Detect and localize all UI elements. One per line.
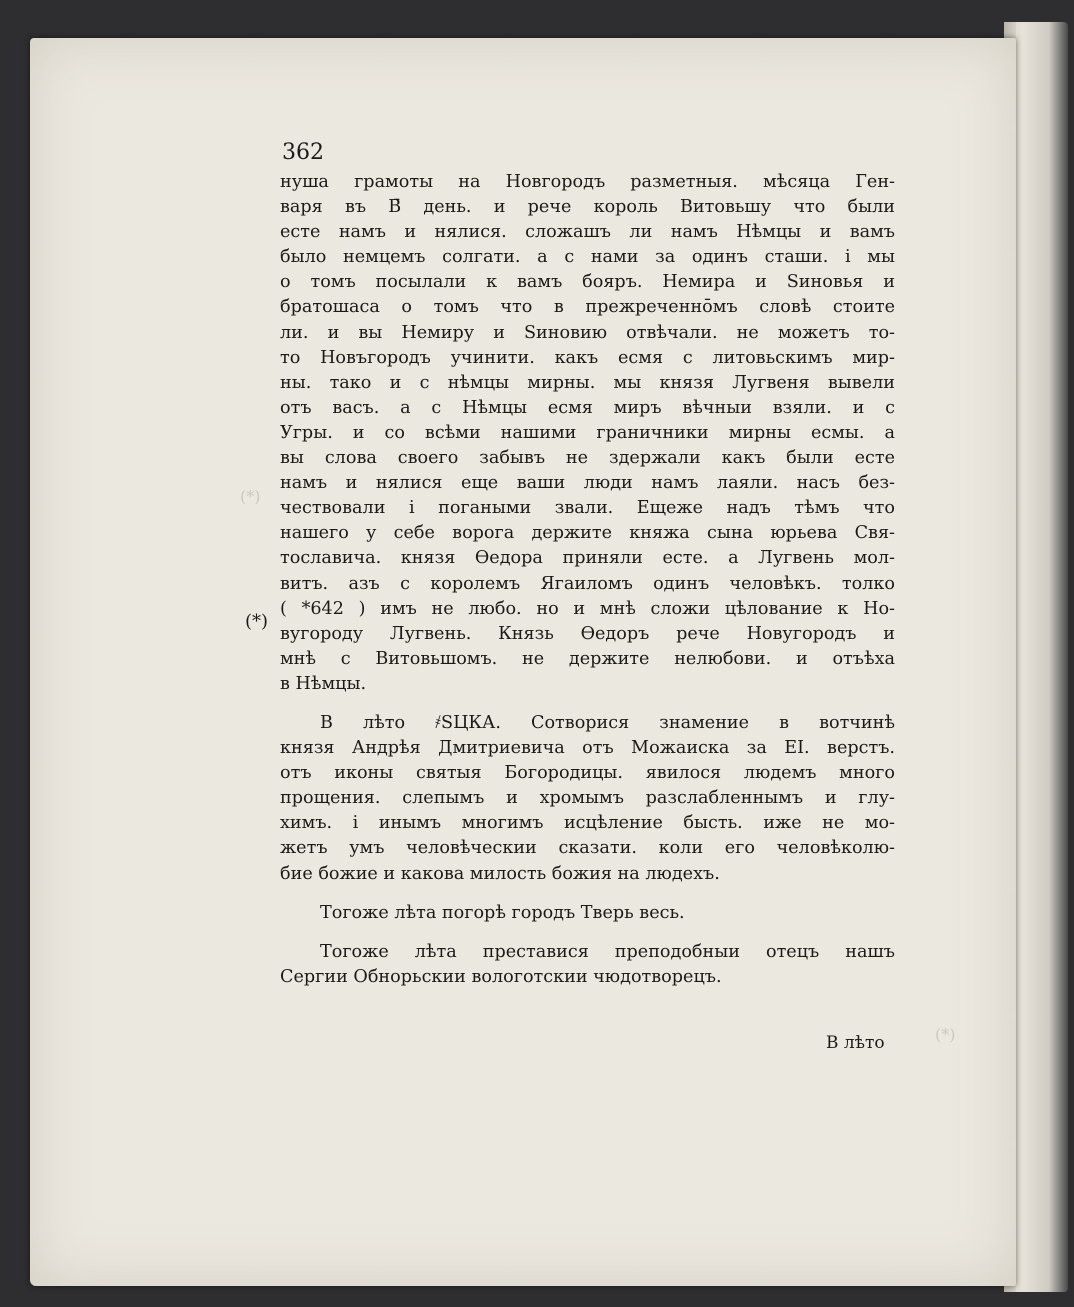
text-line: вугороду Лугвень. Князь Ѳедоръ рече Новугородъ и	[280, 623, 895, 644]
text-line: о томъ посылали к вамъ бояръ. Немира и Ѕиновья и	[280, 272, 895, 293]
text-line: князя Андрѣя Дмитриевича отъ Можаиска за ЕI. верстъ.	[280, 738, 895, 759]
text-line: мнѣ с Витовьшомъ. не держите нелюбови. и отъѣха	[280, 648, 895, 669]
page-body-text	[280, 170, 895, 990]
text-line: то Новъгородъ учинити. какъ есмя с литовьскимъ мир-	[280, 347, 895, 368]
text-line: жетъ умъ человѣческии сказати. коли его человѣколю-	[280, 838, 895, 859]
text-line: Угры. и со всѣми нашими граничники мирны есмы. а	[280, 422, 895, 443]
text-line: варя въ В̄ день. и рече король Витовьшу что были	[280, 197, 895, 218]
text-line: Тогоже лѣта преставися преподобныи отецъ нашъ	[320, 941, 895, 962]
text-line: ли. и вы Немиру и Ѕиновию отвѣчали. не можетъ то-	[280, 322, 895, 343]
catchword: В лѣто	[826, 1033, 885, 1053]
text-line: в Нѣмцы.	[280, 673, 367, 694]
text-line: Тогоже лѣта погорѣ городъ Тверь весь.	[320, 902, 685, 923]
text-line: отъ иконы святыя Богородицы. явилося людемъ много	[280, 763, 895, 784]
text-line: нашего у себе ворога держите княжа сына юрьева Свя-	[280, 523, 895, 544]
page-number: 362	[282, 140, 324, 165]
text-line: было немцемъ солгати. а с нами за одинъ сташи. і мы	[280, 247, 895, 268]
text-line: тославича. князя Ѳедора приняли есте. а Лугвень мол-	[280, 548, 895, 569]
bleed-through-margin-note: (*)	[935, 1025, 956, 1044]
paragraph-4	[280, 940, 895, 990]
footnote-marker: (*)	[245, 611, 269, 632]
text-line: есте намъ и нялися. сложашъ ли намъ Нѣмцы и вамъ	[280, 222, 895, 243]
text-line: Сергии Обнорьскии вологотскии чюдотворецъ.	[280, 966, 722, 987]
paragraph-1	[280, 170, 895, 697]
text-line: бие божие и какова милость божия на людехъ.	[280, 863, 720, 884]
bleed-through-margin-note: (*)	[240, 487, 261, 506]
text-line: химъ. і инымъ многимъ исцѣление бысть. иже не мо-	[280, 813, 895, 834]
text-line: отъ васъ. а с Нѣмцы есмя миръ вѣчныи взяли. и с	[280, 397, 895, 418]
text-line: чествовали і погаными звали. Ещеже надъ тѣмъ что	[280, 498, 895, 519]
text-line: витъ. азъ с королемъ Ягаиломъ одинъ человѣкъ. толко	[280, 573, 895, 594]
text-line: ны. тако и с нѣмцы мирны. мы князя Лугвеня вывели	[280, 372, 895, 393]
text-line: прощения. слепымъ и хромымъ разслабленнымъ и глу-	[280, 788, 895, 809]
text-line: намъ и нялися еще ваши люди намъ лаяли. насъ без-	[280, 473, 895, 494]
text-line: В лѣто ҂ЅЦКА. Сотворися знамение в вотчинѣ	[320, 712, 895, 733]
text-line: ( *642 ) имъ не любо. но и мнѣ сложи цѣлование к Но-	[280, 598, 895, 619]
text-line: вы слова своего забывъ не здержали какъ были есте	[280, 448, 895, 469]
text-line: братошаса о томъ что в прежреченно̄мъ словѣ стоите	[280, 297, 895, 318]
paragraph-3	[280, 901, 895, 926]
paragraph-2	[280, 711, 895, 887]
text-line: нуша грамоты на Новгородъ разметныя. мѣсяца Ген-	[280, 172, 895, 192]
